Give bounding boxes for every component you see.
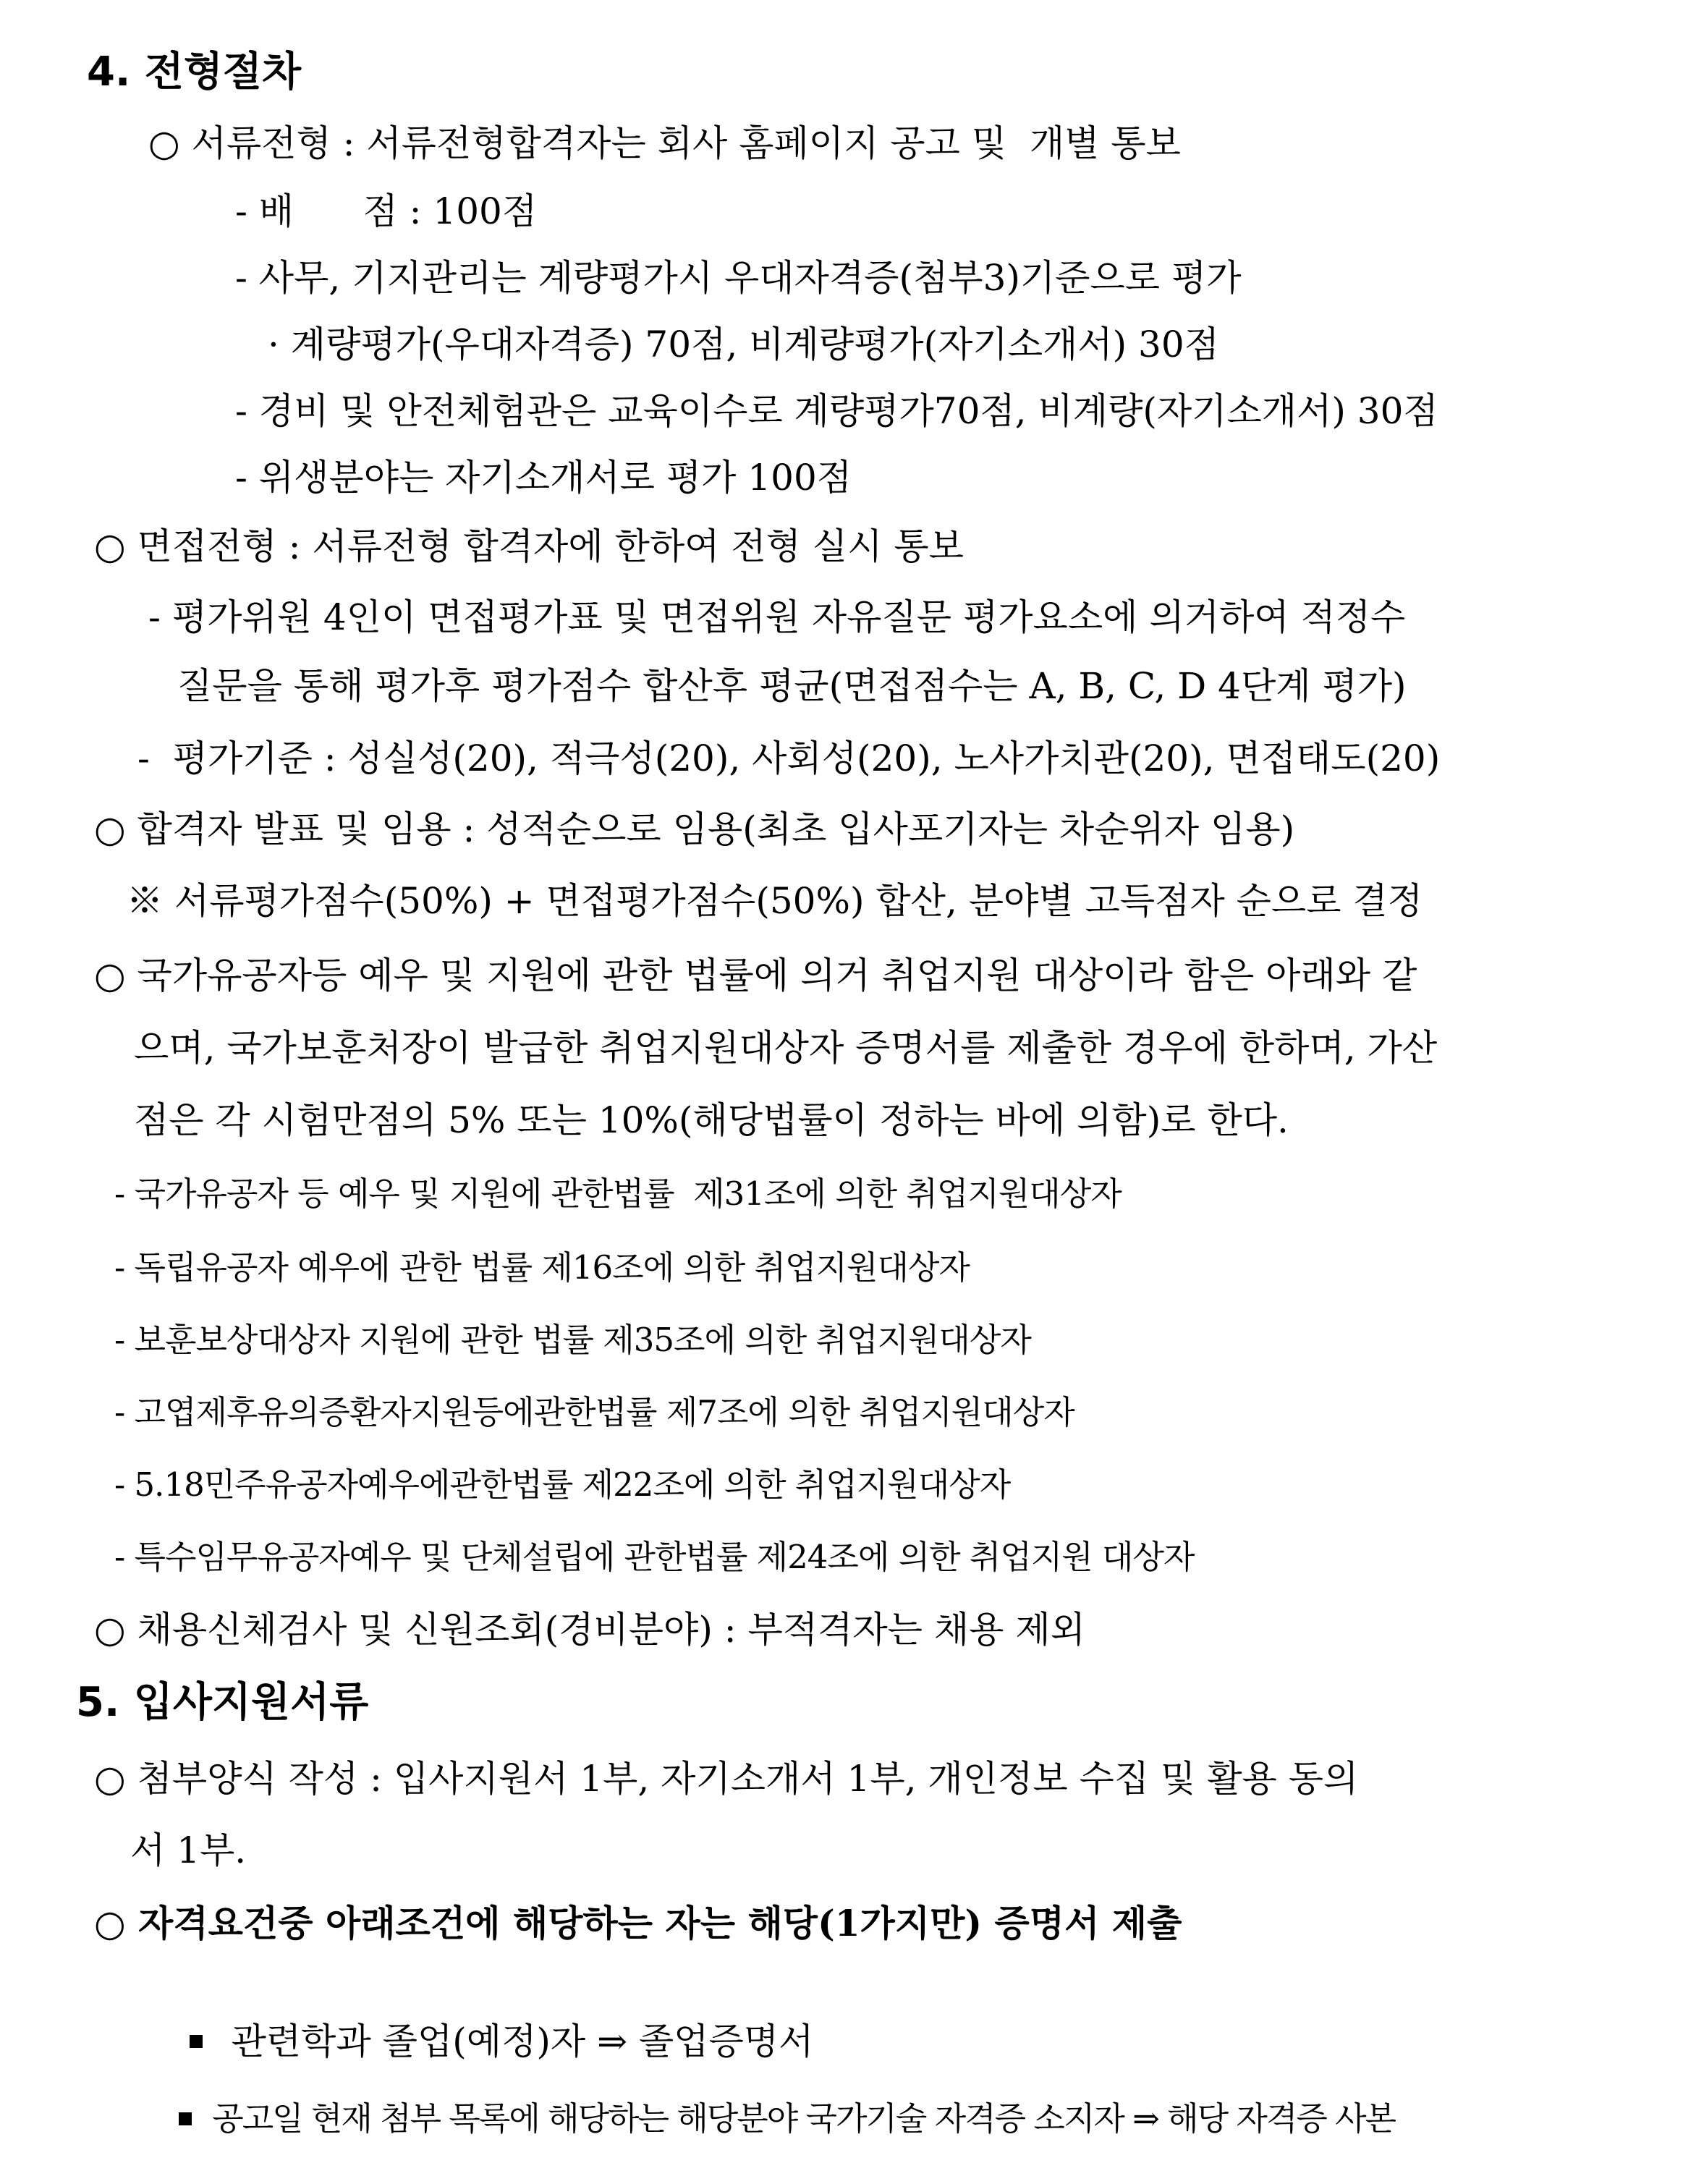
announcement-note: ※ 서류평가점수(50%) + 면접평가점수(50%) 합산, 분야별 고득점자 순으로 결정 (127, 880, 1423, 922)
qualification-bullet-text: 관련학과 졸업(예정)자 ⇒ 졸업증명서 (231, 2020, 814, 2062)
qualification-title: ○ 자격요건중 아래조건에 해당하는 자는 해당(1가지만) 증명서 제출 (94, 1902, 1182, 1944)
square-bullet-icon (179, 2112, 192, 2125)
announcement-title: ○ 합격자 발표 및 임용 : 성적순으로 임용(최초 입사포기자는 차순위자 임용) (94, 808, 1295, 850)
screening-office-item: - 사무, 기지관리는 계량평가시 우대자격증(첨부3)기준으로 평가 (235, 257, 1242, 299)
interview-evaluators-line: - 평가위원 4인이 면접평가표 및 면접위원 자유질문 평가요소에 의거하여 적정수 (148, 596, 1406, 638)
veterans-item: - 국가유공자 등 예우 및 지원에 관한법률 제31조에 의한 취업지원대상자 (114, 1174, 1122, 1213)
veterans-item: - 특수임무유공자예우 및 단체설립에 관한법률 제24조에 의한 취업지원 대상자 (114, 1538, 1195, 1576)
veterans-paragraph-line3: 점은 각 시험만점의 5% 또는 10%(해당법률이 정하는 바에 의함)로 한다. (134, 1099, 1289, 1141)
square-bullet-icon (190, 2035, 203, 2048)
section-5-heading: 5. 입사지원서류 (76, 1679, 369, 1726)
document-screening-title: ○ 서류전형 : 서류전형합격자는 회사 홈페이지 공고 및 개별 통보 (148, 122, 1181, 164)
screening-quantitative-item: · 계량평가(우대자격증) 70점, 비계량평가(자기소개서) 30점 (268, 323, 1219, 365)
screening-hygiene-item: - 위생분야는 자기소개서로 평가 100점 (235, 457, 852, 499)
interview-title: ○ 면접전형 : 서류전형 합격자에 한하여 전형 실시 통보 (94, 525, 964, 567)
qualification-bullet (143, 2054, 1395, 2184)
forms-line1: ○ 첨부양식 작성 : 입사지원서 1부, 자기소개서 1부, 개인정보 수집 및 활용 동의 (94, 1758, 1359, 1800)
veterans-item: - 독립유공자 예우에 관한 법률 제16조에 의한 취업지원대상자 (114, 1248, 970, 1287)
qualification-bullet-text: 공고일 현재 첨부 목록에 해당하는 해당분야 국가기술 자격증 소지자 ⇒ 해당 자격증 사본 (212, 2099, 1396, 2138)
veterans-item: - 보훈보상대상자 지원에 관한 법률 제35조에 의한 취업지원대상자 (114, 1321, 1031, 1359)
section-4-heading: 4. 전형절차 (87, 48, 302, 96)
screening-score-item: - 배 점 : 100점 (235, 190, 538, 232)
veterans-item: - 고엽제후유의증환자지원등에관한법률 제7조에 의한 취업지원대상자 (114, 1393, 1074, 1431)
interview-evaluators-continued: 질문을 통해 평가후 평가점수 합산후 평균(면접점수는 A, B, C, D 4단계 평가) (177, 665, 1407, 707)
forms-line2: 서 1부. (130, 1829, 247, 1871)
veterans-paragraph-line2: 으며, 국가보훈처장이 발급한 취업지원대상자 증명서를 제출한 경우에 한하며, 가산 (134, 1027, 1438, 1069)
veterans-item: - 5.18민주유공자예우에관한법률 제22조에 의한 취업지원대상자 (114, 1465, 1011, 1504)
medical-check-line: ○ 채용신체검사 및 신원조회(경비분야) : 부적격자는 채용 제외 (94, 1609, 1085, 1651)
interview-criteria: - 평가기준 : 성실성(20), 적극성(20), 사회성(20), 노사가치관(20), 면접태도(20) (137, 737, 1441, 779)
screening-security-item: - 경비 및 안전체험관은 교육이수로 계량평가70점, 비계량(자기소개서) 30점 (235, 390, 1438, 432)
veterans-paragraph-line1: ○ 국가유공자등 예우 및 지원에 관한 법률에 의거 취업지원 대상이라 함은 아래와 같 (94, 955, 1417, 996)
